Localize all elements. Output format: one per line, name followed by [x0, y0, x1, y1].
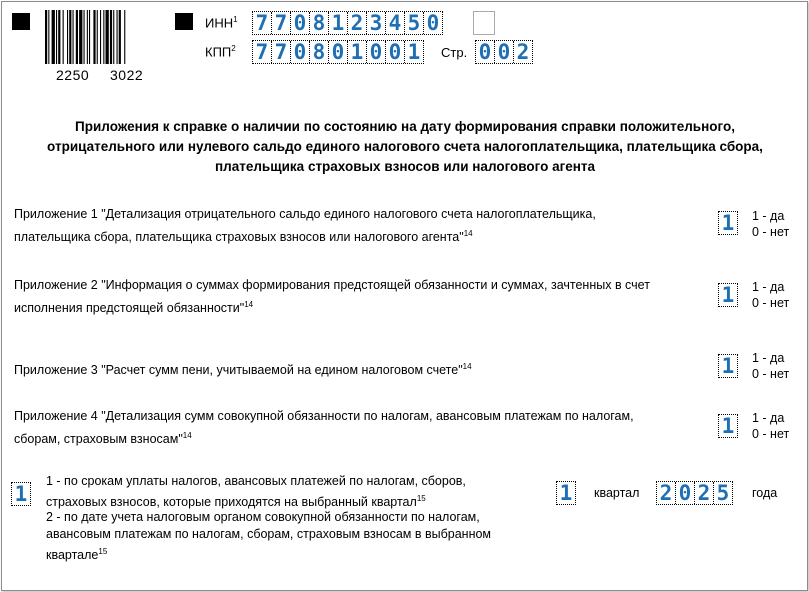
digit-cell[interactable]: 0 [329, 41, 348, 63]
digit-cell[interactable]: 1 [407, 40, 421, 64]
barcode [45, 10, 153, 66]
period-type-value[interactable]: 1 [11, 482, 31, 506]
digit-cell[interactable]: 2 [516, 40, 530, 64]
appendix-3-options [752, 350, 789, 382]
barcode-bar [93, 10, 95, 64]
no-label: 0 - нет [752, 225, 790, 239]
barcode-bar [45, 10, 47, 64]
page-label: Стр. [441, 45, 468, 60]
digit-cell[interactable]: 0 [291, 41, 310, 63]
barcode-number-left: 2250 [56, 67, 90, 83]
barcode-bar [110, 10, 112, 64]
corner-marker-right [175, 13, 193, 30]
yes-label: 1 - да [752, 209, 785, 223]
barcode-bar [103, 10, 104, 64]
digit-cell[interactable]: 8 [310, 41, 329, 63]
no-label: 0 - нет [752, 296, 790, 310]
barcode-bar [124, 10, 125, 64]
barcode-bar [100, 10, 101, 64]
barcode-bar [48, 10, 49, 64]
yes-label: 1 - да [752, 411, 785, 425]
barcode-bar [63, 10, 64, 64]
barcode-bar [117, 10, 118, 64]
appendix-2-options [752, 279, 789, 311]
digit-cell[interactable]: 0 [676, 482, 695, 504]
kpp-label: КПП$^2$ [205, 44, 236, 60]
digit-cell[interactable]: 5 [716, 481, 730, 505]
appendix-1-value[interactable]: 1 [718, 211, 738, 235]
barcode-bar [119, 10, 121, 64]
form-title: Приложения к справке о наличии по состоянию на дату формирования справки положительного, отрицательного или нулевого сальдо единого налогового счета налогоплательщика, плательщика сбора, плательщика страховых взносов или налогового агента [47, 119, 763, 174]
digit-cell[interactable]: 7 [272, 12, 291, 34]
digit-cell[interactable]: 0 [386, 41, 405, 63]
appendix-3-value[interactable]: 1 [718, 354, 738, 378]
digit-cell[interactable]: 4 [386, 12, 405, 34]
barcode-bar [87, 10, 88, 64]
year-label: года [752, 486, 778, 500]
digit-cell[interactable]: 5 [405, 12, 424, 34]
barcode-bar [67, 10, 68, 64]
barcode-bar [79, 10, 82, 64]
digit-cell[interactable]: 2 [695, 482, 714, 504]
barcode-bar [76, 10, 78, 64]
barcode-bar [89, 10, 90, 64]
appendix-3-text: Приложение 3 "Расчет сумм пени, учитываемой на едином налоговом счете"$^{14}$ [14, 362, 472, 378]
digit-cell[interactable]: 0 [426, 11, 440, 35]
barcode-bars [45, 10, 153, 64]
digit-cell[interactable]: 0 [367, 41, 386, 63]
year-field[interactable] [656, 481, 733, 505]
appendix-4-value[interactable]: 1 [718, 414, 738, 438]
yes-label: 1 - да [752, 280, 785, 294]
barcode-bar [73, 10, 74, 64]
digit-cell[interactable]: 7 [253, 41, 272, 63]
barcode-bar [58, 10, 60, 64]
inn-label: ИНН$^1$ [205, 15, 238, 31]
digit-cell[interactable]: 0 [495, 41, 514, 63]
digit-cell[interactable]: 1 [329, 12, 348, 34]
no-label: 0 - нет [752, 427, 790, 441]
appendix-1-options [752, 208, 789, 240]
appendix-1-text: Приложение 1 "Детализация отрицательного сальдо единого налогового счета налогоплательщика, плательщика сбора, плательщика страховых взносов или налогового агента"$^{14}$ [14, 207, 596, 245]
inn-extra-cell [473, 11, 495, 35]
no-label: 0 - нет [752, 367, 790, 381]
quarter-value[interactable]: 1 [556, 481, 576, 505]
quarter-label: квартал [594, 486, 640, 500]
period-option-2: 2 - по дате учета налоговым органом совокупной обязанности по налогам, авансовым платежам по налогам, сборам, страховым взносам в выбранном квартале$^{15}$ [46, 510, 492, 563]
barcode-bar [69, 10, 71, 64]
digit-cell[interactable]: 8 [310, 12, 329, 34]
appendix-2-text: Приложение 2 "Информация о суммах формирования предстоящей обязанности и суммах, зачтенных в счет исполнения предстоящей обязанности"$^{14}$ [14, 278, 650, 316]
digit-cell[interactable]: 2 [657, 482, 676, 504]
digit-cell[interactable]: 7 [272, 41, 291, 63]
digit-cell[interactable]: 1 [348, 41, 367, 63]
barcode-number-right: 3022 [110, 67, 144, 83]
appendix-2-value[interactable]: 1 [718, 283, 738, 307]
yes-label: 1 - да [752, 351, 785, 365]
digit-cell[interactable]: 2 [348, 12, 367, 34]
corner-marker-left [12, 13, 30, 30]
digit-cell[interactable]: 7 [253, 12, 272, 34]
appendix-4-text: Приложение 4 "Детализация сумм совокупной обязанности по налогам, авансовым платежам по налогам, сборам, страховым взносам"$^{14}$ [14, 409, 634, 447]
barcode-bar [56, 10, 57, 64]
barcode-bar [52, 10, 55, 64]
barcode-bar [97, 10, 98, 64]
digit-cell[interactable]: 0 [476, 41, 495, 63]
period-option-1: 1 - по срокам уплаты налогов, авансовых платежей по налогам, сборов, страховых взносов, которые приходятся на выбранный квартал$^{15}$ [46, 474, 466, 510]
digit-cell[interactable]: 0 [291, 12, 310, 34]
kpp-field[interactable] [252, 40, 424, 64]
barcode-bar [106, 10, 109, 64]
page-number-field[interactable] [475, 40, 533, 64]
barcode-bar [113, 10, 114, 64]
digit-cell[interactable]: 3 [367, 12, 386, 34]
barcode-bar [84, 10, 85, 64]
appendix-4-options [752, 410, 789, 442]
inn-field[interactable] [252, 11, 443, 35]
